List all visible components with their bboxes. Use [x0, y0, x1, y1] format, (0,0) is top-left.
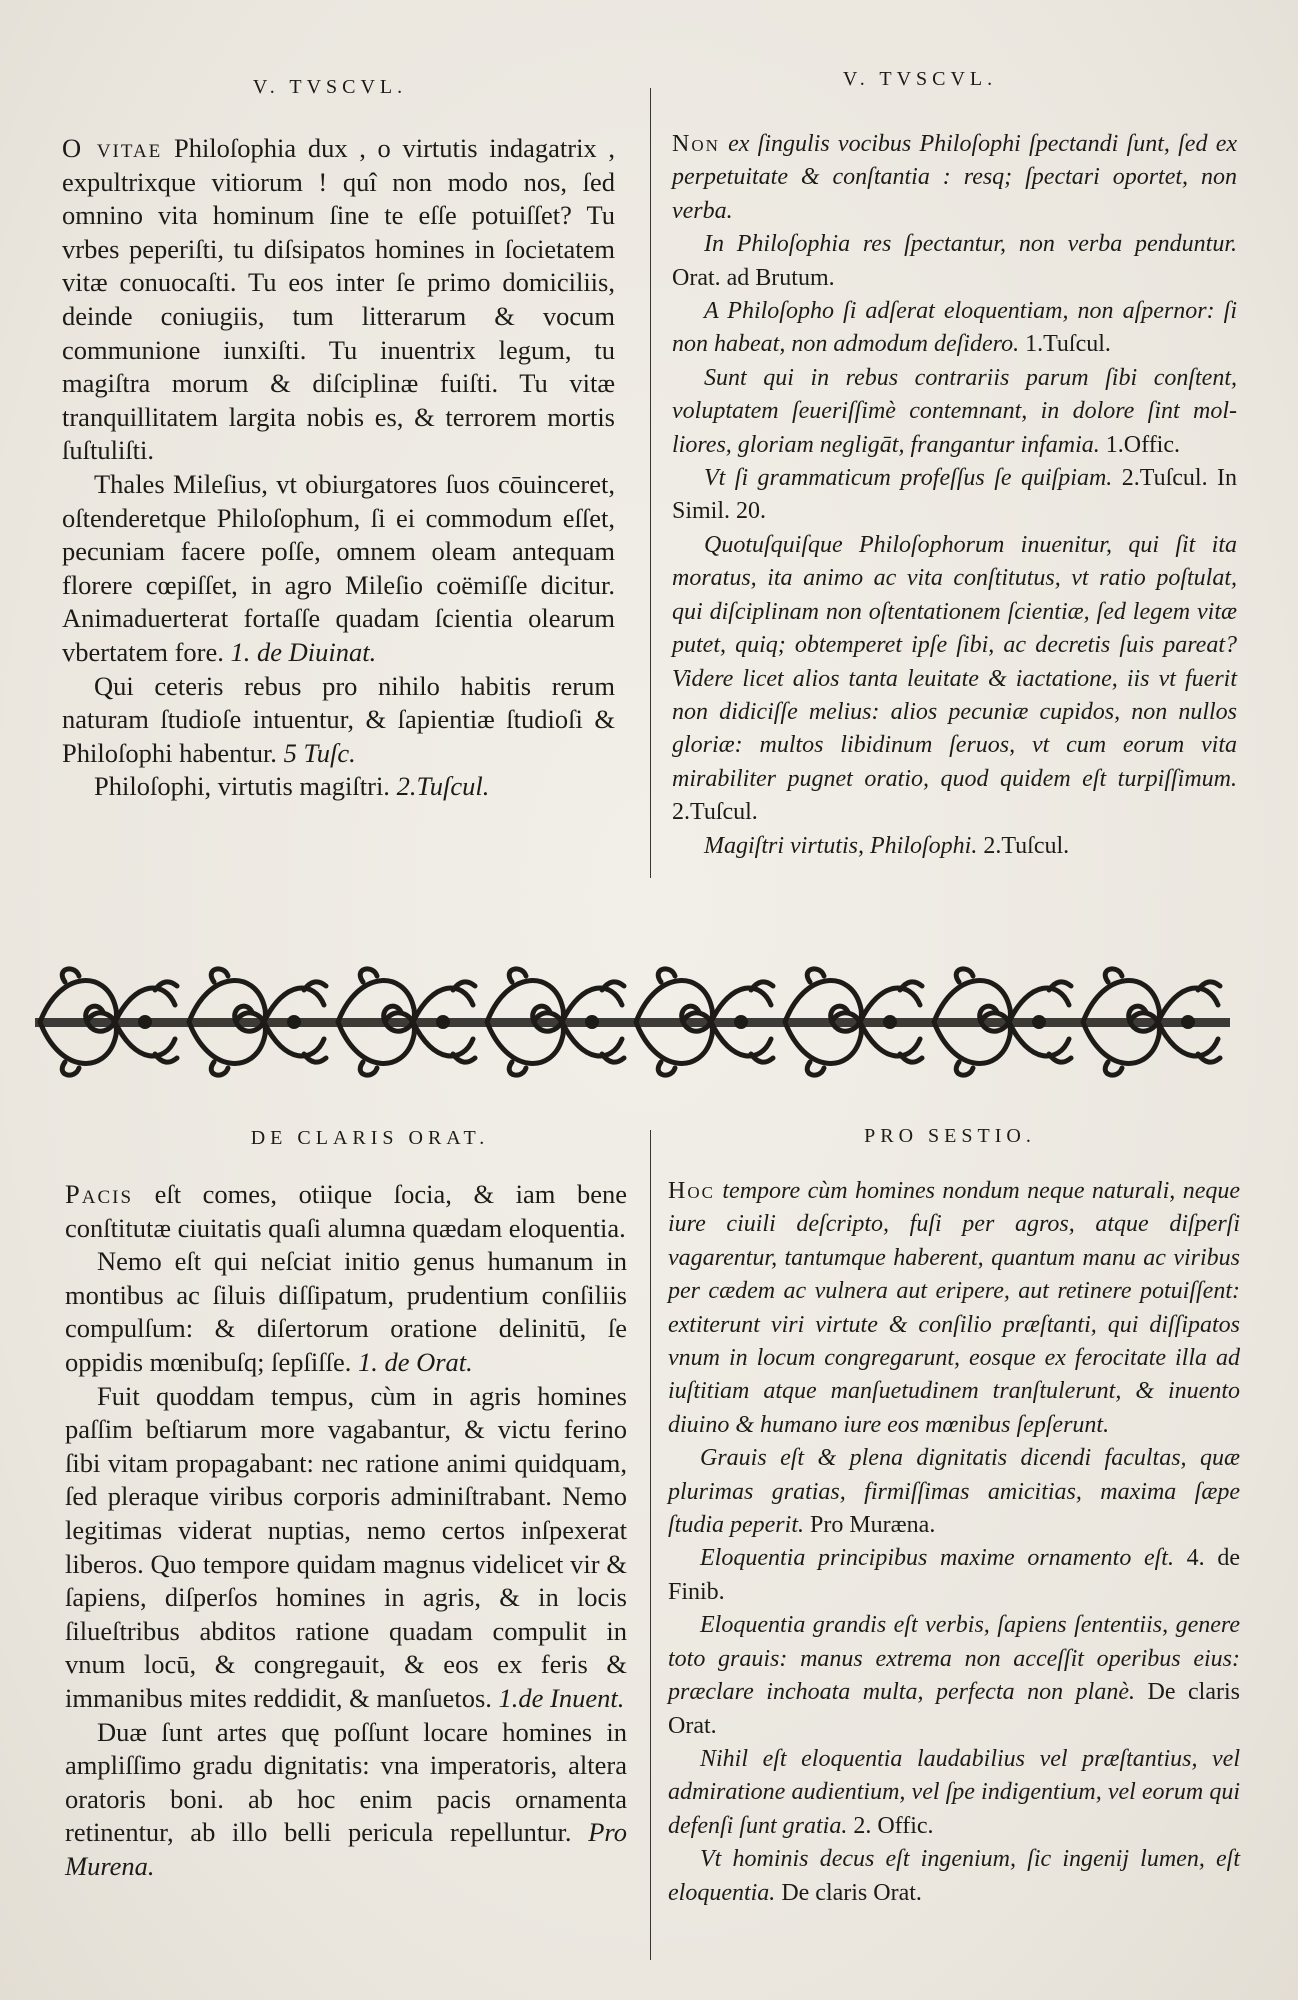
lead-word: Non	[672, 131, 720, 157]
paragraph	[65, 1716, 627, 1884]
header-bottom-right: PRO SESTIO.	[864, 1125, 1036, 1147]
paragraph	[672, 362, 1237, 462]
paragraph	[672, 529, 1237, 830]
column-bottom-right	[668, 1175, 1240, 1910]
paragraph	[668, 1843, 1240, 1910]
source-citation: 2.Tuſcul.	[396, 771, 490, 802]
column-divider-bottom	[650, 1130, 651, 1960]
paragraph-text: A Philoſopho ſi adſerat eloquentiam, non aſpernor: ſi non habeat, non admodum deſidero.	[672, 298, 1237, 358]
paragraph	[62, 132, 615, 468]
source-citation: De claris Orat.	[668, 1679, 1240, 1739]
source-citation: 1.de Inuent.	[498, 1682, 625, 1713]
paragraph-text: Thales Mileſius, vt obiurgatores ſuos cōuinceret, oſtenderetque Philoſophum, ſi ei commodum eſſet, pecuniam facere poſſe, omnem oleam antequam florere cœpiſſet, in agro Mileſio coëmiſſe dicitur. Animaduerterat fortaſſe quadam ſcientia olearum vbertatem fore.	[62, 468, 615, 667]
paragraph-text: Fuit quoddam tempus, cùm in agris homines paſſim beſtiarum more vagabantur, & victu ferino ſibi vitam propagabant: nec ratione animi quidquam, ſed pleraque viribus corporis adminiſtrabant. Nemo legitimas viderat nuptias, nemo certos inſpexerat liberos. Quo tempore quidam magnus videlicet vir & ſapiens, diſperſos homines in agris, & in locis ſilueſtribus abditos ratione quadam compulit in vnum locū, & congregauit, & eos ex feris & immanibus mites reddidit, & manſuetos.	[65, 1380, 627, 1713]
column-bottom-left	[65, 1178, 627, 1883]
paragraph-text: Quotuſquiſque Philoſophorum inuenitur, qui ſit ita moratus, ita animo ac vita conſtitutus, vt ratio poſtulat, qui diſciplinam non oſtentationem ſcientiæ, ſed legem vitæ putet, quiq; obtemperet ipſe ſibi, ac decretis ſuis pareat? Videre licet alios tanta leuitate & iactatione, iis vt fuerit non didiciſſe melius: alios pecuniæ cupidos, non nullos gloriæ: multos libidinum ſeruos, vt cum eorum vita mirabiliter pugnet oratio, quod quidem eſt turpiſſimum.	[672, 531, 1237, 792]
paragraph	[62, 770, 615, 804]
paragraph-text: eſt comes, otiique ſocia, & iam bene conſtitutæ ciuitatis quaſi alumna quædam eloquentia.	[65, 1179, 627, 1243]
source-citation: 5 Tuſc.	[283, 737, 356, 768]
source-citation: 1.Offic.	[1105, 431, 1180, 458]
paragraph	[668, 1542, 1240, 1609]
paragraph	[672, 462, 1237, 529]
paragraph	[672, 830, 1237, 863]
lead-word: Pacis	[65, 1179, 134, 1209]
paragraph	[668, 1609, 1240, 1743]
lead-word: O vitae	[62, 133, 163, 163]
paragraph	[672, 228, 1237, 295]
paragraph	[668, 1442, 1240, 1542]
paragraph	[65, 1245, 627, 1379]
column-divider-top	[650, 88, 651, 878]
paragraph-text: Philoſophia dux , o virtutis indagatrix , expultrixque vitiorum ! quî non modo nos, ſed omnino vita hominum ſine te eſſe potuiſſet? Tu vrbes peperiſti, tu diſsipatos homines in ſocietatem vitæ conuocaſti. Tu eos inter ſe primo domiciliis, deinde coniugiis, tum litterarum & vocum communione iunxiſti. Tu inuentrix legum, tu magiſtra morum & diſciplinæ fuiſti. Tu vitæ tranquillitatem largita nobis es, & terrorem mortis ſuſtuliſti.	[62, 133, 615, 466]
source-citation: 2. Offic.	[853, 1812, 934, 1839]
paragraph-text: Eloquentia grandis eſt verbis, ſapiens ſententiis, genere toto grauis: manus extrema non acceſſit operibus eius: præclare inchoata multa, perfecta non planè.	[668, 1612, 1240, 1706]
source-citation: 1. de Orat.	[357, 1346, 473, 1377]
paragraph	[672, 128, 1237, 228]
source-citation: De claris Orat.	[781, 1879, 922, 1906]
paragraph	[672, 295, 1237, 362]
paragraph-text: Philoſophi, virtutis magiſtri.	[94, 771, 390, 802]
column-top-left	[62, 132, 615, 804]
ornamental-band	[35, 960, 1230, 1085]
paragraph-text: In Philoſophia res ſpectantur, non verba penduntur.	[704, 231, 1237, 258]
paragraph-text: Magiſtri virtutis, Philoſophi.	[704, 832, 978, 859]
paragraph-text: Vt ſi grammaticum profeſſus ſe quiſpiam.	[704, 465, 1113, 492]
source-citation: 2.Tuſcul.	[672, 799, 758, 826]
paragraph	[668, 1175, 1240, 1442]
paragraph-text: Eloquentia principibus maxime ornamento eſt.	[700, 1545, 1174, 1572]
header-bottom-left: DE CLARIS ORAT.	[250, 1127, 490, 1149]
header-top-left: V. TVSCVL.	[252, 76, 408, 98]
paragraph-text: Nihil eſt eloquentia laudabilius vel præſtantius, vel admiratione audientium, vel ſpe indigentium, vel eorum qui defenſi ſunt gratia.	[668, 1745, 1240, 1839]
paragraph-text: Nemo eſt qui neſciat initio genus humanum in montibus ac ſiluis diſſipatum, prudentium conſiliis compulſum: & diſertorum oratione delinitū, ſe oppidis mœnibuſq; ſepſiſſe.	[65, 1246, 627, 1377]
source-citation: Orat. ad Brutum.	[672, 264, 835, 291]
paragraph-text: tempore cùm homines nondum neque naturali, neque iure ciuili deſcripto, fuſi per agros, atque diſperſi vagarentur, tantumque haberent, quantum manu ac viribus per cædem ac vulnera aut eripere, aut retinere potuiſſent: extiterunt viri virtute & conſilio præſtanti, qui diſſipatos vnum in locum congregarunt, eosque ex ferocitate illa ad iuſtitiam atque manſuetudinem tranſtulerunt, & inuento diuino & humano iure eos mœnibus ſepſerunt.	[668, 1178, 1240, 1438]
source-citation: 2.Tuſcul. In Simil. 20.	[672, 465, 1238, 525]
lead-word: Hoc	[668, 1178, 715, 1204]
paragraph-text: Duæ ſunt artes quę poſſunt locare homines in ampliſſimo gradu dignitatis: vna imperatoris, altera oratoris boni. ab hoc enim pacis ornamenta retinentur, ab illo belli pericula repelluntur.	[65, 1716, 627, 1848]
source-citation: Pro Muræna.	[809, 1512, 936, 1539]
paragraph-text: Qui ceteris rebus pro nihilo habitis rerum naturam ſtudioſe intuentur, & ſapientiæ ſtudioſi & Philoſophi habentur.	[62, 670, 615, 768]
paragraph-text: Grauis eſt & plena dignitatis dicendi facultas, quæ plurimas gratias, firmiſſimas amicitias, maxima ſæpe ſtudia peperit.	[668, 1445, 1240, 1539]
paragraph	[62, 670, 615, 771]
paragraph	[62, 468, 615, 670]
source-citation: 1. de Diuinat.	[230, 636, 377, 667]
paragraph-text: ex ſingulis vocibus Philoſophi ſpectandi ſunt, ſed ex perpetuitate & conſtantia : resq; ſpectari oportet, non verba.	[672, 131, 1237, 224]
source-citation: 1.Tuſcul.	[1025, 331, 1111, 358]
column-top-right	[672, 128, 1237, 863]
paragraph	[668, 1743, 1240, 1843]
header-top-right: V. TVSCVL.	[842, 68, 998, 90]
paragraph	[65, 1380, 627, 1716]
source-citation: 4. de Finib.	[668, 1545, 1241, 1605]
paragraph	[65, 1178, 627, 1245]
paragraph-text: Sunt qui in rebus contrariis parum ſibi conſtent, voluptatem ſeueriſſimè contemnant, in dolore ſint molliores, gloriam negligāt, frangantur infamia.	[672, 364, 1237, 458]
paragraph-text: Vt hominis decus eſt ingenium, ſic ingenij lumen, eſt eloquentia.	[668, 1846, 1240, 1906]
source-citation: 2.Tuſcul.	[983, 832, 1070, 859]
source-citation: Pro Murena.	[65, 1817, 627, 1881]
